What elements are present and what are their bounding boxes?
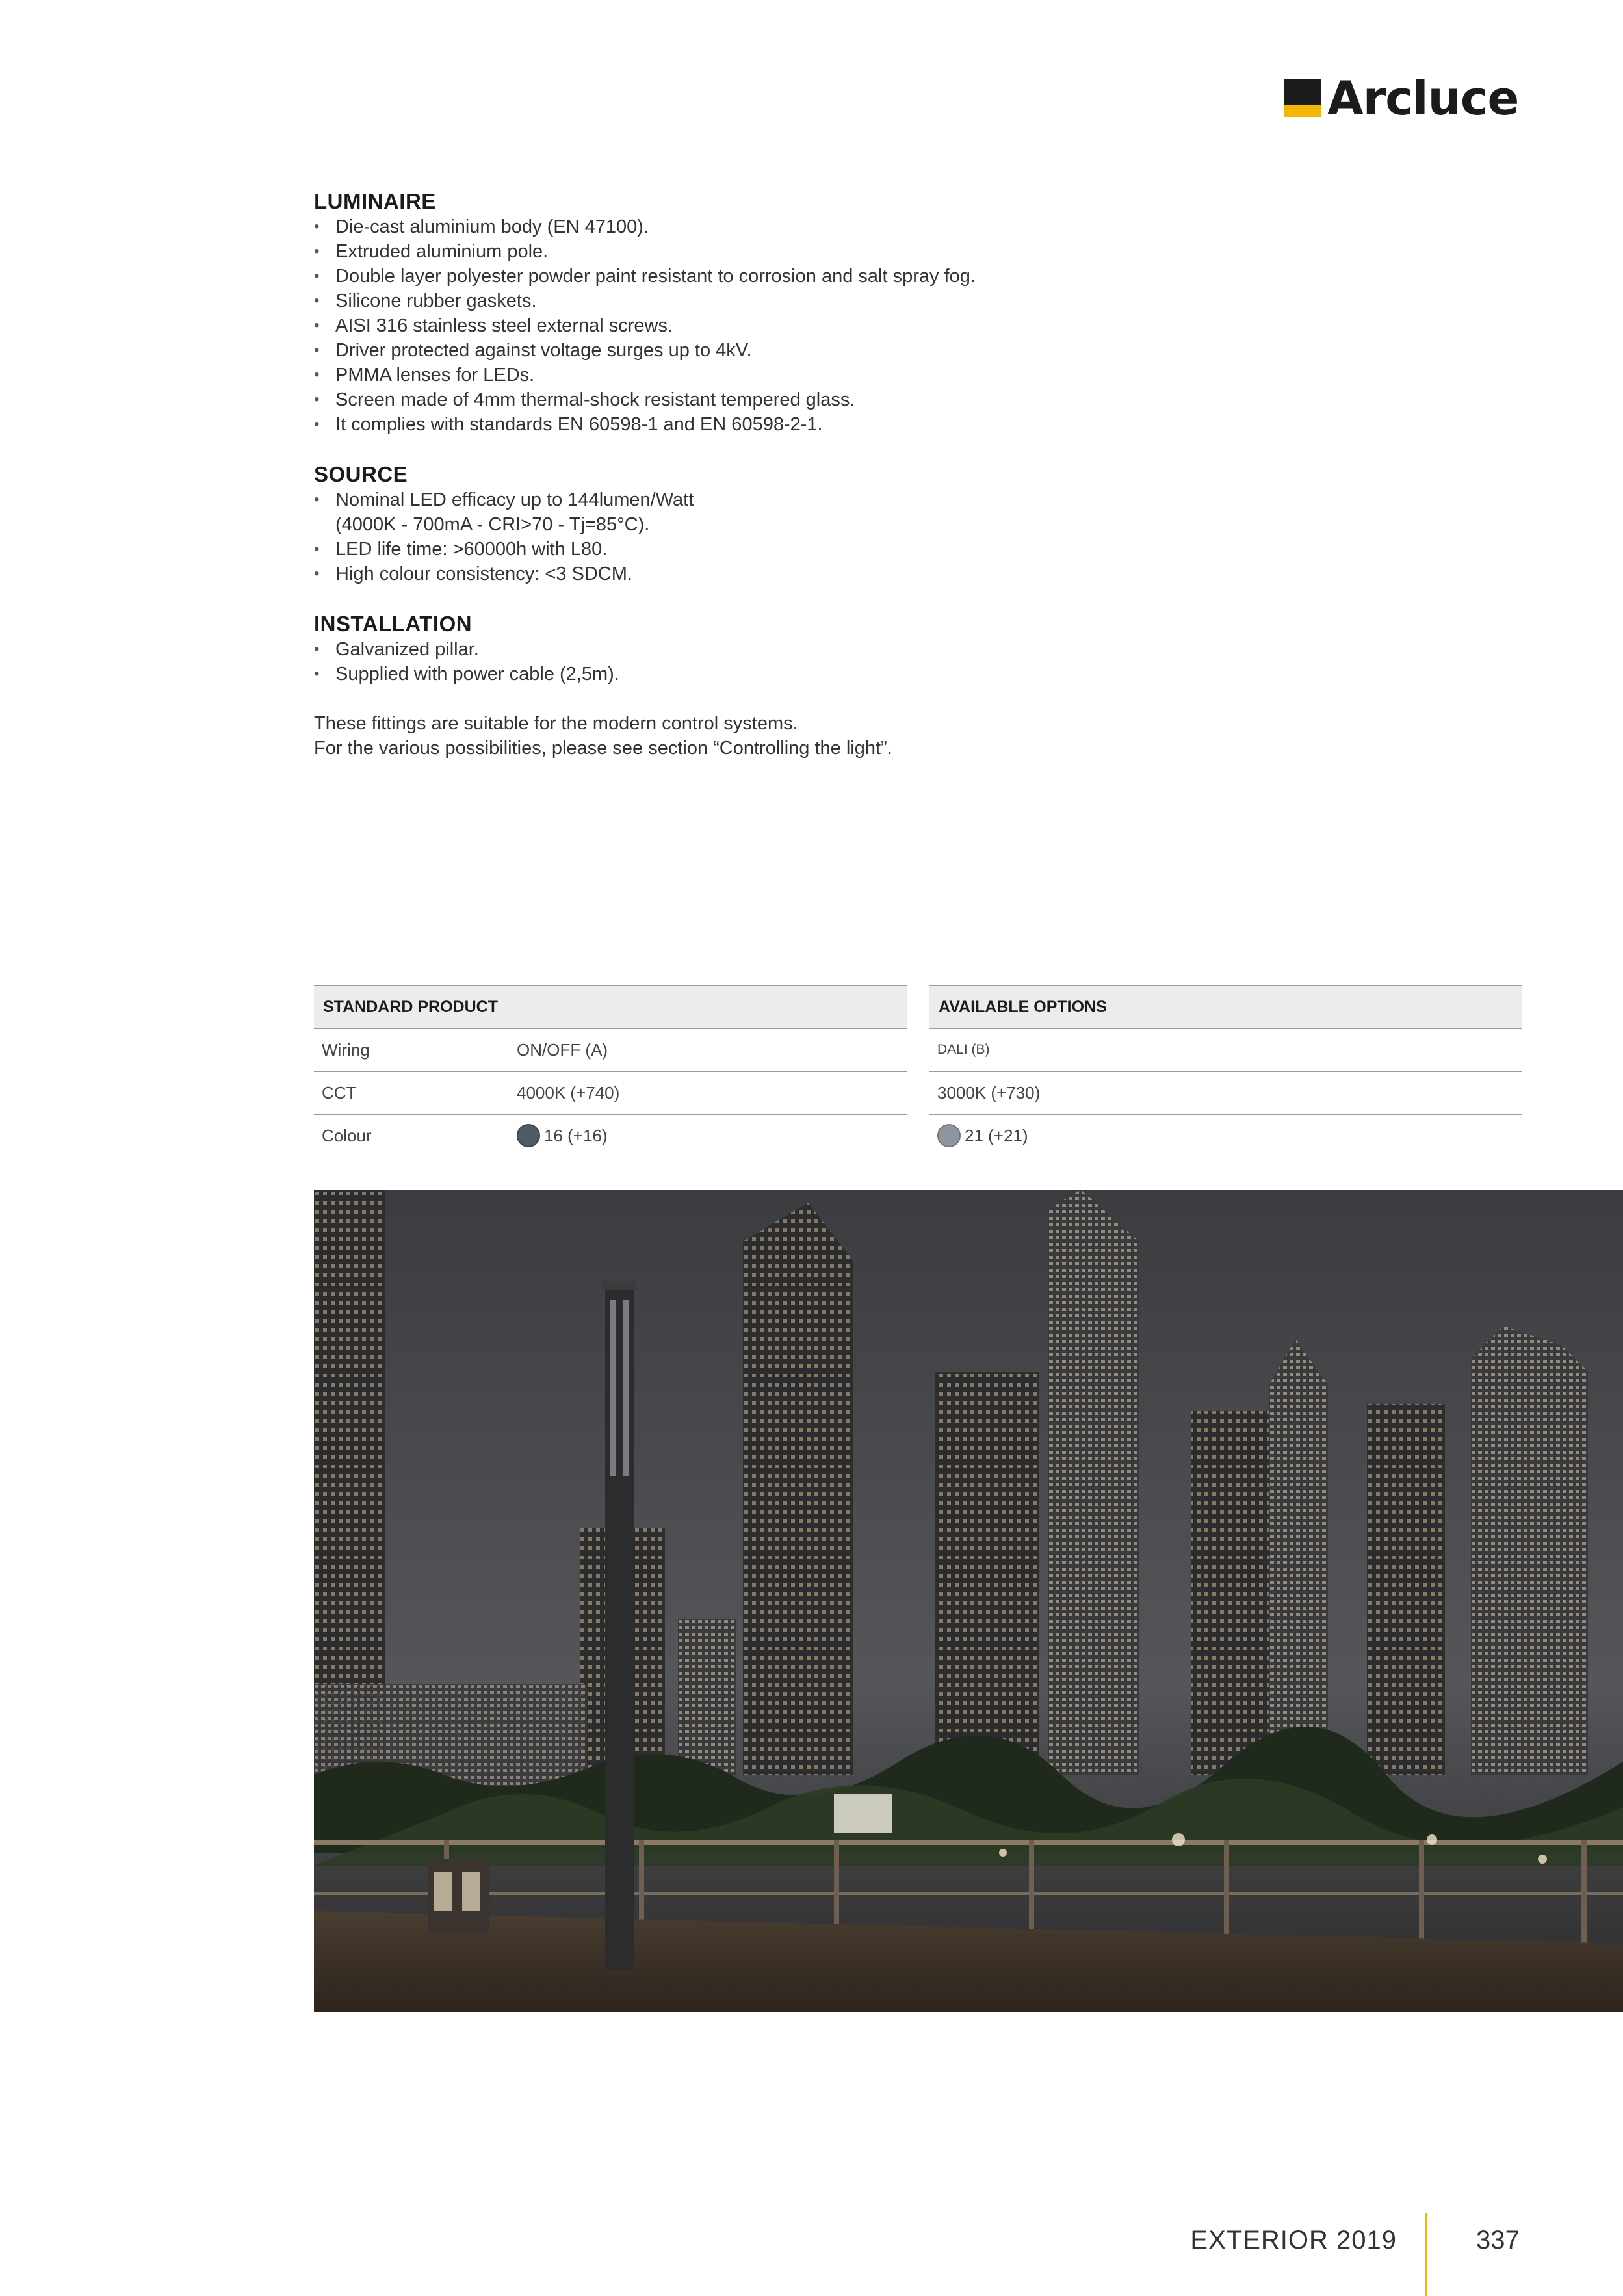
colour-code: 16 (+16) <box>544 1125 608 1145</box>
list-item: • Supplied with power cable (2,5m). <box>314 662 1224 686</box>
row-value: ON/OFF (A) <box>517 1039 608 1060</box>
colour-swatch-icon <box>517 1124 540 1147</box>
list-item: • High colour consistency: <3 SDCM. <box>314 562 1224 586</box>
list-item: • It complies with standards EN 60598-1 and EN 60598-2-1. <box>314 412 1224 437</box>
city-night-photo <box>314 1190 1623 2012</box>
available-options-table <box>929 985 1522 1156</box>
row-label: Colour <box>322 1125 372 1145</box>
source-list <box>314 488 1224 586</box>
control-note-line: For the various possibilities, please see section “Controlling the light”. <box>314 738 892 759</box>
list-item: • Screen made of 4mm thermal-shock resistant tempered glass. <box>314 387 1224 412</box>
luminaire-title: LUMINAIRE <box>314 189 436 213</box>
list-item: • LED life time: >60000h with L80. <box>314 537 1224 562</box>
list-item: • Extruded aluminium pole. <box>314 239 1224 264</box>
table-row <box>929 1115 1522 1156</box>
list-item: • Galvanized pillar. <box>314 637 1224 662</box>
table-row <box>929 1029 1522 1072</box>
row-value <box>929 1124 1028 1147</box>
list-item-line: (4000K - 700mA - CRI>70 - Tj=85°C). <box>335 514 650 535</box>
control-note-line: These fittings are suitable for the modern control systems. <box>314 713 798 734</box>
colour-swatch-icon <box>937 1124 961 1147</box>
catalog-section-label: EXTERIOR 2019 <box>1190 2226 1397 2254</box>
list-item: • Double layer polyester powder paint resistant to corrosion and salt spray fog. <box>314 264 1224 289</box>
source-title: SOURCE <box>314 462 408 486</box>
table-row <box>314 1072 907 1115</box>
footer-divider <box>1425 2213 1427 2296</box>
installation-title: INSTALLATION <box>314 612 473 636</box>
row-label: Wiring <box>322 1039 370 1060</box>
table-row <box>314 1115 907 1156</box>
row-label: CCT <box>322 1082 357 1102</box>
row-value: 3000K (+730) <box>937 1082 1041 1102</box>
list-item: • Silicone rubber gaskets. <box>314 289 1224 313</box>
brand-name: Arcluce <box>1327 71 1519 125</box>
brand-logo <box>1284 71 1519 125</box>
list-item: • AISI 316 stainless steel external screws. <box>314 313 1224 338</box>
spec-text <box>314 189 1224 761</box>
table-row <box>929 1072 1522 1115</box>
list-item: • PMMA lenses for LEDs. <box>314 363 1224 387</box>
logo-mark-icon <box>1284 79 1321 117</box>
page-number: 337 <box>1476 2226 1520 2254</box>
row-value <box>509 1124 608 1147</box>
luminaire-list <box>314 215 1224 437</box>
table-header: AVAILABLE OPTIONS <box>929 986 1522 1029</box>
colour-code: 21 (+21) <box>965 1125 1028 1145</box>
list-item <box>314 488 1224 537</box>
table-row <box>314 1029 907 1072</box>
standard-product-table <box>314 985 907 1156</box>
list-item-line: Nominal LED efficacy up to 144lumen/Watt <box>335 489 694 510</box>
table-header: STANDARD PRODUCT <box>314 986 907 1029</box>
list-item: • Die-cast aluminium body (EN 47100). <box>314 215 1224 239</box>
row-value: 4000K (+740) <box>517 1082 620 1102</box>
row-value: DALI (B) <box>937 1042 990 1057</box>
installation-list <box>314 637 1224 686</box>
city-night-photo-image <box>314 1190 1623 2012</box>
list-item: • Driver protected against voltage surges up to 4kV. <box>314 338 1224 363</box>
